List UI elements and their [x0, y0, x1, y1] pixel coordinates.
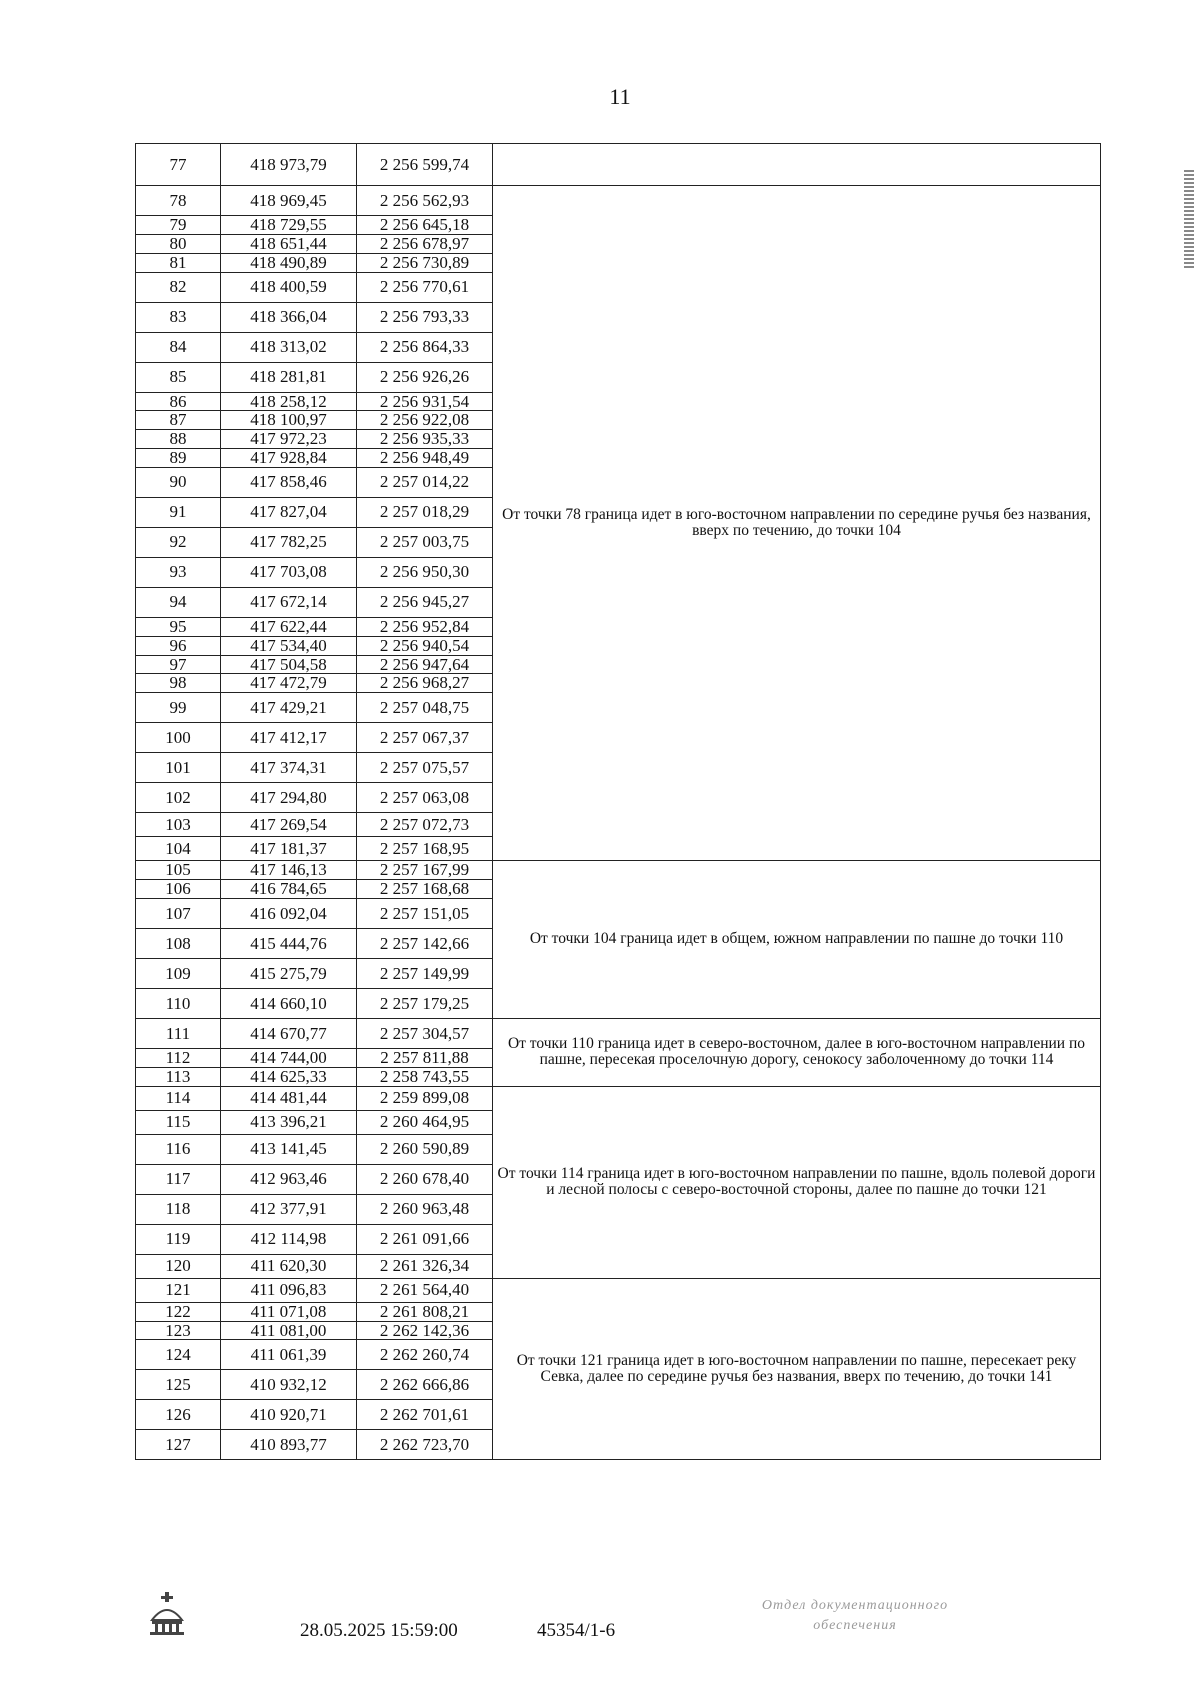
point-number-cell: 90 — [136, 467, 221, 497]
point-number-cell: 81 — [136, 253, 221, 272]
x-coordinate-cell: 418 973,79 — [221, 144, 357, 186]
point-number-cell: 92 — [136, 527, 221, 557]
point-number-cell: 86 — [136, 392, 221, 411]
point-number-cell: 125 — [136, 1370, 221, 1400]
y-coordinate-cell: 2 256 770,61 — [357, 272, 493, 302]
x-coordinate-cell: 418 313,02 — [221, 332, 357, 362]
point-number-cell: 121 — [136, 1278, 221, 1302]
table-row — [136, 1086, 1101, 1110]
x-coordinate-cell: 417 858,46 — [221, 467, 357, 497]
x-coordinate-cell: 417 928,84 — [221, 449, 357, 468]
x-coordinate-cell: 418 729,55 — [221, 216, 357, 235]
y-coordinate-cell: 2 256 947,64 — [357, 655, 493, 674]
point-number-cell: 78 — [136, 186, 221, 216]
y-coordinate-cell: 2 256 945,27 — [357, 587, 493, 617]
point-number-cell: 120 — [136, 1254, 221, 1278]
y-coordinate-cell: 2 256 678,97 — [357, 234, 493, 253]
point-number-cell: 111 — [136, 1018, 221, 1048]
point-number-cell: 91 — [136, 497, 221, 527]
table-row — [136, 1278, 1101, 1302]
x-coordinate-cell: 418 366,04 — [221, 302, 357, 332]
point-number-cell: 106 — [136, 880, 221, 899]
point-number-cell: 104 — [136, 837, 221, 861]
point-number-cell: 110 — [136, 988, 221, 1018]
boundary-description: От точки 78 граница идет в юго-восточном направлении по середине ручья без названия, вверх по течению, до точки 104 — [493, 186, 1101, 861]
x-coordinate-cell: 417 429,21 — [221, 693, 357, 723]
point-number-cell: 97 — [136, 655, 221, 674]
point-number-cell: 103 — [136, 813, 221, 837]
coordinates-table — [135, 143, 1101, 1460]
point-number-cell: 107 — [136, 898, 221, 928]
x-coordinate-cell: 418 400,59 — [221, 272, 357, 302]
y-coordinate-cell: 2 257 048,75 — [357, 693, 493, 723]
x-coordinate-cell: 411 061,39 — [221, 1340, 357, 1370]
x-coordinate-cell: 417 412,17 — [221, 723, 357, 753]
x-coordinate-cell: 416 784,65 — [221, 880, 357, 899]
x-coordinate-cell: 411 081,00 — [221, 1321, 357, 1340]
y-coordinate-cell: 2 257 018,29 — [357, 497, 493, 527]
x-coordinate-cell: 412 114,98 — [221, 1224, 357, 1254]
x-coordinate-cell: 417 534,40 — [221, 636, 357, 655]
point-number-cell: 85 — [136, 362, 221, 392]
y-coordinate-cell: 2 260 963,48 — [357, 1194, 493, 1224]
y-coordinate-cell: 2 256 599,74 — [357, 144, 493, 186]
y-coordinate-cell: 2 261 808,21 — [357, 1302, 493, 1321]
x-coordinate-cell: 410 920,71 — [221, 1400, 357, 1430]
point-number-cell: 115 — [136, 1110, 221, 1134]
x-coordinate-cell: 418 969,45 — [221, 186, 357, 216]
x-coordinate-cell: 417 374,31 — [221, 753, 357, 783]
table-row — [136, 144, 1101, 186]
y-coordinate-cell: 2 257 072,73 — [357, 813, 493, 837]
x-coordinate-cell: 410 893,77 — [221, 1430, 357, 1460]
point-number-cell: 113 — [136, 1067, 221, 1086]
x-coordinate-cell: 418 258,12 — [221, 392, 357, 411]
y-coordinate-cell: 2 256 926,26 — [357, 362, 493, 392]
x-coordinate-cell: 417 504,58 — [221, 655, 357, 674]
y-coordinate-cell: 2 256 968,27 — [357, 674, 493, 693]
point-number-cell: 82 — [136, 272, 221, 302]
point-number-cell: 122 — [136, 1302, 221, 1321]
y-coordinate-cell: 2 257 167,99 — [357, 861, 493, 880]
point-number-cell: 99 — [136, 693, 221, 723]
x-coordinate-cell: 415 444,76 — [221, 928, 357, 958]
y-coordinate-cell: 2 256 940,54 — [357, 636, 493, 655]
point-number-cell: 89 — [136, 449, 221, 468]
y-coordinate-cell: 2 256 931,54 — [357, 392, 493, 411]
y-coordinate-cell: 2 261 326,34 — [357, 1254, 493, 1278]
point-number-cell: 87 — [136, 411, 221, 430]
table-row — [136, 186, 1101, 216]
x-coordinate-cell: 418 281,81 — [221, 362, 357, 392]
y-coordinate-cell: 2 256 562,93 — [357, 186, 493, 216]
y-coordinate-cell: 2 256 922,08 — [357, 411, 493, 430]
y-coordinate-cell: 2 262 701,61 — [357, 1400, 493, 1430]
footer-date: 28.05.2025 15:59:00 — [300, 1620, 458, 1641]
x-coordinate-cell: 417 269,54 — [221, 813, 357, 837]
point-number-cell: 84 — [136, 332, 221, 362]
point-number-cell: 127 — [136, 1430, 221, 1460]
x-coordinate-cell: 414 481,44 — [221, 1086, 357, 1110]
point-number-cell: 77 — [136, 144, 221, 186]
scan-edge-mark — [1184, 170, 1194, 270]
point-number-cell: 88 — [136, 430, 221, 449]
point-number-cell: 102 — [136, 783, 221, 813]
y-coordinate-cell: 2 260 678,40 — [357, 1164, 493, 1194]
point-number-cell: 126 — [136, 1400, 221, 1430]
x-coordinate-cell: 413 141,45 — [221, 1134, 357, 1164]
y-coordinate-cell: 2 256 950,30 — [357, 557, 493, 587]
x-coordinate-cell: 413 396,21 — [221, 1110, 357, 1134]
x-coordinate-cell: 414 744,00 — [221, 1048, 357, 1067]
x-coordinate-cell: 412 377,91 — [221, 1194, 357, 1224]
point-number-cell: 93 — [136, 557, 221, 587]
x-coordinate-cell: 414 660,10 — [221, 988, 357, 1018]
stamp-line: Отдел документационного — [761, 1598, 949, 1613]
boundary-description: От точки 121 граница идет в юго-восточном направлении по пашне, пересекает реку Севка, далее по середине ручья без названия, вверх по течению, до точки 141 — [493, 1278, 1101, 1460]
boundary-description: От точки 110 граница идет в северо-восточном, далее в юго-восточном направлении по пашне, пересекая проселочную дорогу, сенокосу заболоченному до точки 114 — [493, 1018, 1101, 1086]
x-coordinate-cell: 415 275,79 — [221, 958, 357, 988]
point-number-cell: 94 — [136, 587, 221, 617]
point-number-cell: 96 — [136, 636, 221, 655]
point-number-cell: 116 — [136, 1134, 221, 1164]
y-coordinate-cell: 2 257 811,88 — [357, 1048, 493, 1067]
x-coordinate-cell: 411 096,83 — [221, 1278, 357, 1302]
x-coordinate-cell: 417 472,79 — [221, 674, 357, 693]
point-number-cell: 119 — [136, 1224, 221, 1254]
stamp-line: обеспечения — [813, 1617, 897, 1633]
x-coordinate-cell: 417 972,23 — [221, 430, 357, 449]
y-coordinate-cell: 2 260 590,89 — [357, 1134, 493, 1164]
y-coordinate-cell: 2 260 464,95 — [357, 1110, 493, 1134]
y-coordinate-cell: 2 259 899,08 — [357, 1086, 493, 1110]
y-coordinate-cell: 2 261 091,66 — [357, 1224, 493, 1254]
y-coordinate-cell: 2 257 067,37 — [357, 723, 493, 753]
y-coordinate-cell: 2 256 730,89 — [357, 253, 493, 272]
x-coordinate-cell: 414 670,77 — [221, 1018, 357, 1048]
y-coordinate-cell: 2 262 666,86 — [357, 1370, 493, 1400]
x-coordinate-cell: 417 782,25 — [221, 527, 357, 557]
point-number-cell: 83 — [136, 302, 221, 332]
x-coordinate-cell: 418 490,89 — [221, 253, 357, 272]
x-coordinate-cell: 410 932,12 — [221, 1370, 357, 1400]
y-coordinate-cell: 2 257 179,25 — [357, 988, 493, 1018]
point-number-cell: 112 — [136, 1048, 221, 1067]
duma-logo-icon — [146, 1590, 188, 1638]
y-coordinate-cell: 2 261 564,40 — [357, 1278, 493, 1302]
point-number-cell: 114 — [136, 1086, 221, 1110]
x-coordinate-cell: 411 620,30 — [221, 1254, 357, 1278]
y-coordinate-cell: 2 256 948,49 — [357, 449, 493, 468]
table-row — [136, 861, 1101, 880]
y-coordinate-cell: 2 257 151,05 — [357, 898, 493, 928]
y-coordinate-cell: 2 257 168,95 — [357, 837, 493, 861]
point-number-cell: 95 — [136, 617, 221, 636]
y-coordinate-cell: 2 257 168,68 — [357, 880, 493, 899]
point-number-cell: 98 — [136, 674, 221, 693]
y-coordinate-cell: 2 262 142,36 — [357, 1321, 493, 1340]
point-number-cell: 118 — [136, 1194, 221, 1224]
x-coordinate-cell: 418 100,97 — [221, 411, 357, 430]
y-coordinate-cell: 2 258 743,55 — [357, 1067, 493, 1086]
point-number-cell: 100 — [136, 723, 221, 753]
table-row — [136, 1018, 1101, 1048]
point-number-cell: 123 — [136, 1321, 221, 1340]
point-number-cell: 105 — [136, 861, 221, 880]
y-coordinate-cell: 2 256 793,33 — [357, 302, 493, 332]
x-coordinate-cell: 417 703,08 — [221, 557, 357, 587]
x-coordinate-cell: 418 651,44 — [221, 234, 357, 253]
x-coordinate-cell: 417 294,80 — [221, 783, 357, 813]
y-coordinate-cell: 2 257 014,22 — [357, 467, 493, 497]
point-number-cell: 109 — [136, 958, 221, 988]
page-number: 11 — [609, 84, 631, 109]
department-stamp — [700, 1596, 1010, 1635]
y-coordinate-cell: 2 257 142,66 — [357, 928, 493, 958]
x-coordinate-cell: 417 622,44 — [221, 617, 357, 636]
x-coordinate-cell: 416 092,04 — [221, 898, 357, 928]
x-coordinate-cell: 417 827,04 — [221, 497, 357, 527]
boundary-description: От точки 104 граница идет в общем, южном направлении по пашне до точки 110 — [493, 861, 1101, 1019]
point-number-cell: 108 — [136, 928, 221, 958]
footer-doc-number: 45354/1-6 — [537, 1620, 616, 1641]
x-coordinate-cell: 417 146,13 — [221, 861, 357, 880]
x-coordinate-cell: 417 672,14 — [221, 587, 357, 617]
x-coordinate-cell: 417 181,37 — [221, 837, 357, 861]
y-coordinate-cell: 2 262 260,74 — [357, 1340, 493, 1370]
x-coordinate-cell: 412 963,46 — [221, 1164, 357, 1194]
y-coordinate-cell: 2 257 149,99 — [357, 958, 493, 988]
y-coordinate-cell: 2 262 723,70 — [357, 1430, 493, 1460]
y-coordinate-cell: 2 256 952,84 — [357, 617, 493, 636]
y-coordinate-cell: 2 256 935,33 — [357, 430, 493, 449]
y-coordinate-cell: 2 257 003,75 — [357, 527, 493, 557]
point-number-cell: 101 — [136, 753, 221, 783]
y-coordinate-cell: 2 256 864,33 — [357, 332, 493, 362]
boundary-description — [493, 144, 1101, 186]
y-coordinate-cell: 2 257 075,57 — [357, 753, 493, 783]
point-number-cell: 117 — [136, 1164, 221, 1194]
point-number-cell: 79 — [136, 216, 221, 235]
y-coordinate-cell: 2 257 063,08 — [357, 783, 493, 813]
x-coordinate-cell: 411 071,08 — [221, 1302, 357, 1321]
point-number-cell: 124 — [136, 1340, 221, 1370]
y-coordinate-cell: 2 256 645,18 — [357, 216, 493, 235]
x-coordinate-cell: 414 625,33 — [221, 1067, 357, 1086]
point-number-cell: 80 — [136, 234, 221, 253]
boundary-description: От точки 114 граница идет в юго-восточном направлении по пашне, вдоль полевой дороги и лесной полосы с северо-восточной стороны, далее по пашне до точки 121 — [493, 1086, 1101, 1278]
y-coordinate-cell: 2 257 304,57 — [357, 1018, 493, 1048]
